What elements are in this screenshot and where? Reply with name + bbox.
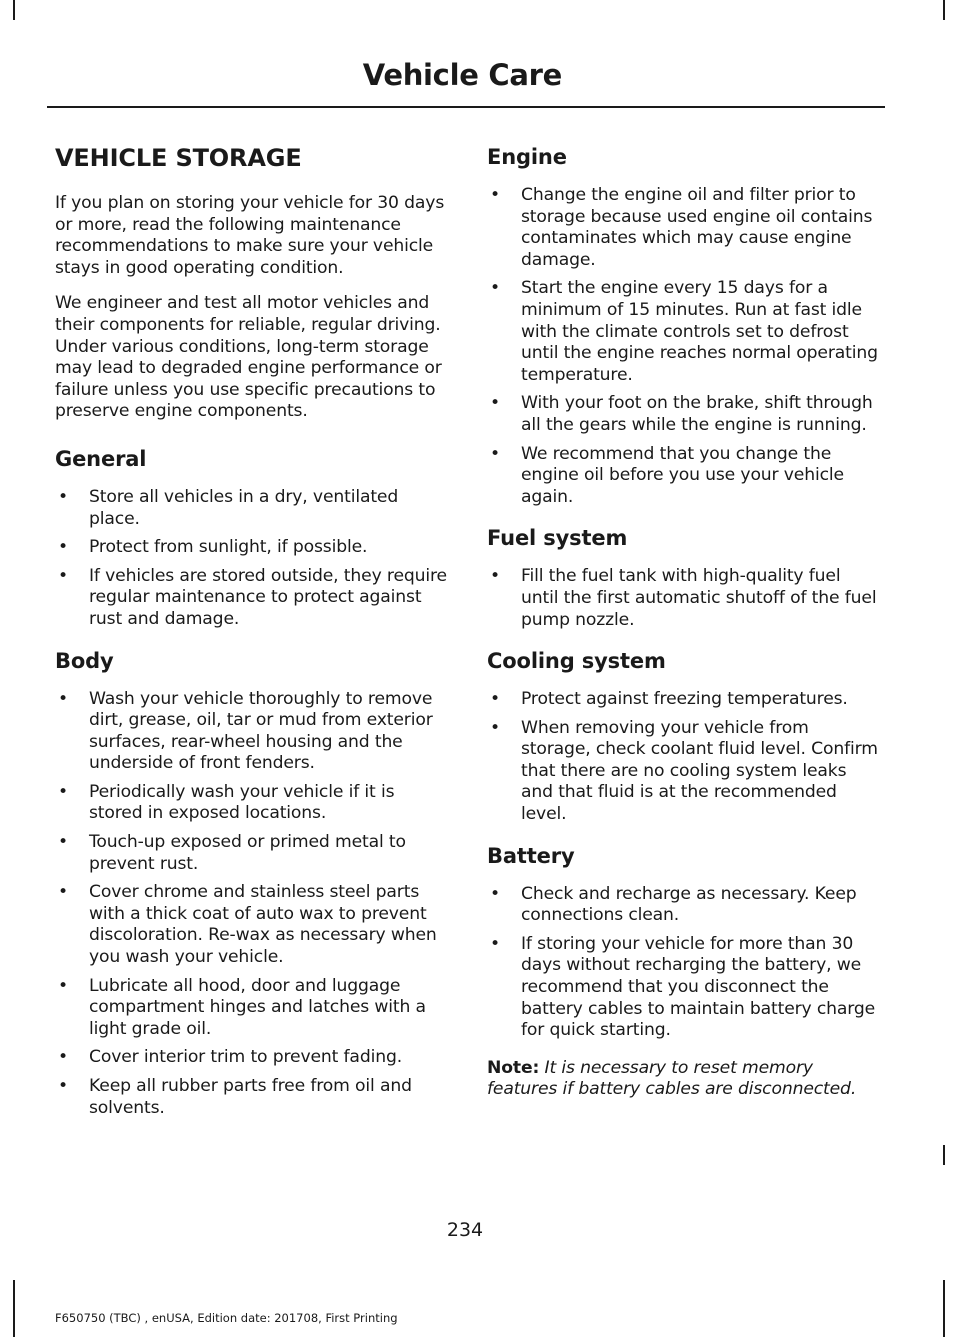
bullet-icon: •: [490, 185, 500, 205]
list-item: • Cover chrome and stainless steel parts with a thick coat of auto wax to prevent discoloration. Re-wax as necessary when you wash your vehicle.: [58, 882, 437, 968]
edition-footer: F650750 (TBC) , enUSA, Edition date: 201708, First Printing: [55, 1311, 398, 1325]
list-item: • Protect from sunlight, if possible.: [58, 537, 368, 558]
list-item: • Lubricate all hood, door and luggage compartment hinges and latches with a light grade oil.: [58, 975, 426, 1039]
list-item: • Check and recharge as necessary. Keep connections clean.: [490, 883, 857, 926]
cooling-system-list: [487, 689, 882, 826]
list-item: • We recommend that you change the engine oil before you use your vehicle again.: [490, 443, 844, 507]
bullet-icon: •: [58, 1076, 68, 1096]
bullet-icon: •: [490, 883, 500, 904]
cooling-system-heading: Cooling system: [487, 649, 666, 674]
crop-mark-top-left: [13, 0, 15, 20]
crop-mark-right-edge: [943, 1145, 945, 1165]
general-list: [55, 487, 448, 631]
header-divider: [47, 106, 885, 108]
bullet-icon: •: [490, 393, 500, 414]
battery-list: [487, 884, 882, 1042]
bullet-icon: •: [490, 566, 500, 587]
list-item: • Fill the fuel tank with high-quality fuel until the first automatic shutoff of the fuel pump nozzle.: [490, 566, 877, 630]
left-column: [55, 143, 448, 1135]
note-text: It is necessary to reset memory features if battery cables are disconnected.: [487, 1057, 857, 1100]
list-item: • Periodically wash your vehicle if it is stored in exposed locations.: [58, 781, 395, 824]
fuel-system-list: [487, 566, 882, 631]
bullet-icon: •: [58, 781, 68, 802]
list-item: • Start the engine every 15 days for a minimum of 15 minutes. Run at fast idle with the climate controls set to defrost until the engine reaches normal operating temperature.: [490, 278, 878, 385]
bullet-icon: •: [490, 278, 500, 299]
battery-note: [487, 1058, 882, 1101]
bullet-icon: •: [58, 1047, 68, 1068]
list-item: • Touch-up exposed or primed metal to prevent rust.: [58, 832, 406, 874]
fuel-system-heading: Fuel system: [487, 526, 628, 551]
bullet-icon: •: [58, 486, 68, 507]
list-item: • When removing your vehicle from storage, check coolant fluid level. Confirm that there are no cooling system leaks and that fluid is at the recommended level.: [490, 717, 878, 825]
bullet-icon: •: [58, 537, 68, 558]
list-item: • Keep all rubber parts free from oil and solvents.: [58, 1076, 412, 1118]
bullet-icon: •: [58, 975, 68, 996]
bullet-icon: •: [490, 717, 500, 738]
intro-paragraph: If you plan on storing your vehicle for 30 days or more, read the following maintenance recommendations to make sure your vehicle stays in good operating condition.: [55, 193, 445, 278]
list-item: • If vehicles are stored outside, they require regular maintenance to protect against rust and damage.: [58, 565, 447, 629]
list-item: • If storing your vehicle for more than 30 days without recharging the battery, we recommend that you disconnect the battery cables to maintain battery charge for quick starting.: [490, 933, 876, 1041]
bullet-icon: •: [58, 832, 68, 853]
crop-mark-bottom-right: [943, 1280, 945, 1337]
precaution-paragraph: We engineer and test all motor vehicles and their components for reliable, regular driving. Under various conditions, long-term storage may lead to degraded engine performance or failure unless you use specific precautions to preserve engine components.: [55, 293, 442, 422]
bullet-icon: •: [58, 688, 68, 709]
note-label: Note:: [487, 1057, 540, 1078]
bullet-icon: •: [490, 689, 500, 710]
bullet-icon: •: [58, 882, 68, 903]
body-heading: Body: [55, 648, 114, 673]
list-item: • Store all vehicles in a dry, ventilated place.: [58, 486, 399, 529]
crop-mark-bottom-left: [13, 1280, 15, 1337]
list-item: • With your foot on the brake, shift through all the gears while the engine is running.: [490, 393, 873, 435]
list-item: • Cover interior trim to prevent fading.: [58, 1047, 403, 1068]
bullet-icon: •: [58, 565, 68, 586]
battery-heading: Battery: [487, 843, 575, 868]
list-item: • Protect against freezing temperatures.: [490, 689, 848, 710]
crop-mark-top-right: [943, 0, 945, 20]
engine-list: [487, 185, 882, 508]
bullet-icon: •: [490, 933, 500, 954]
body-list: [55, 689, 448, 1120]
list-item: • Wash your vehicle thoroughly to remove dirt, grease, oil, tar or mud from exterior surfaces, rear-wheel housing and the underside of front fenders.: [58, 688, 433, 774]
page-header-title: Vehicle Care: [362, 58, 562, 92]
list-item: • Change the engine oil and filter prior to storage because used engine oil contains contaminates which may cause engine damage.: [490, 185, 873, 270]
engine-heading: Engine: [487, 145, 567, 169]
right-column: [487, 143, 882, 1115]
bullet-icon: •: [490, 443, 500, 464]
general-heading: General: [55, 446, 147, 471]
section-title: VEHICLE STORAGE: [55, 144, 302, 172]
page-number: 234: [446, 1219, 484, 1241]
